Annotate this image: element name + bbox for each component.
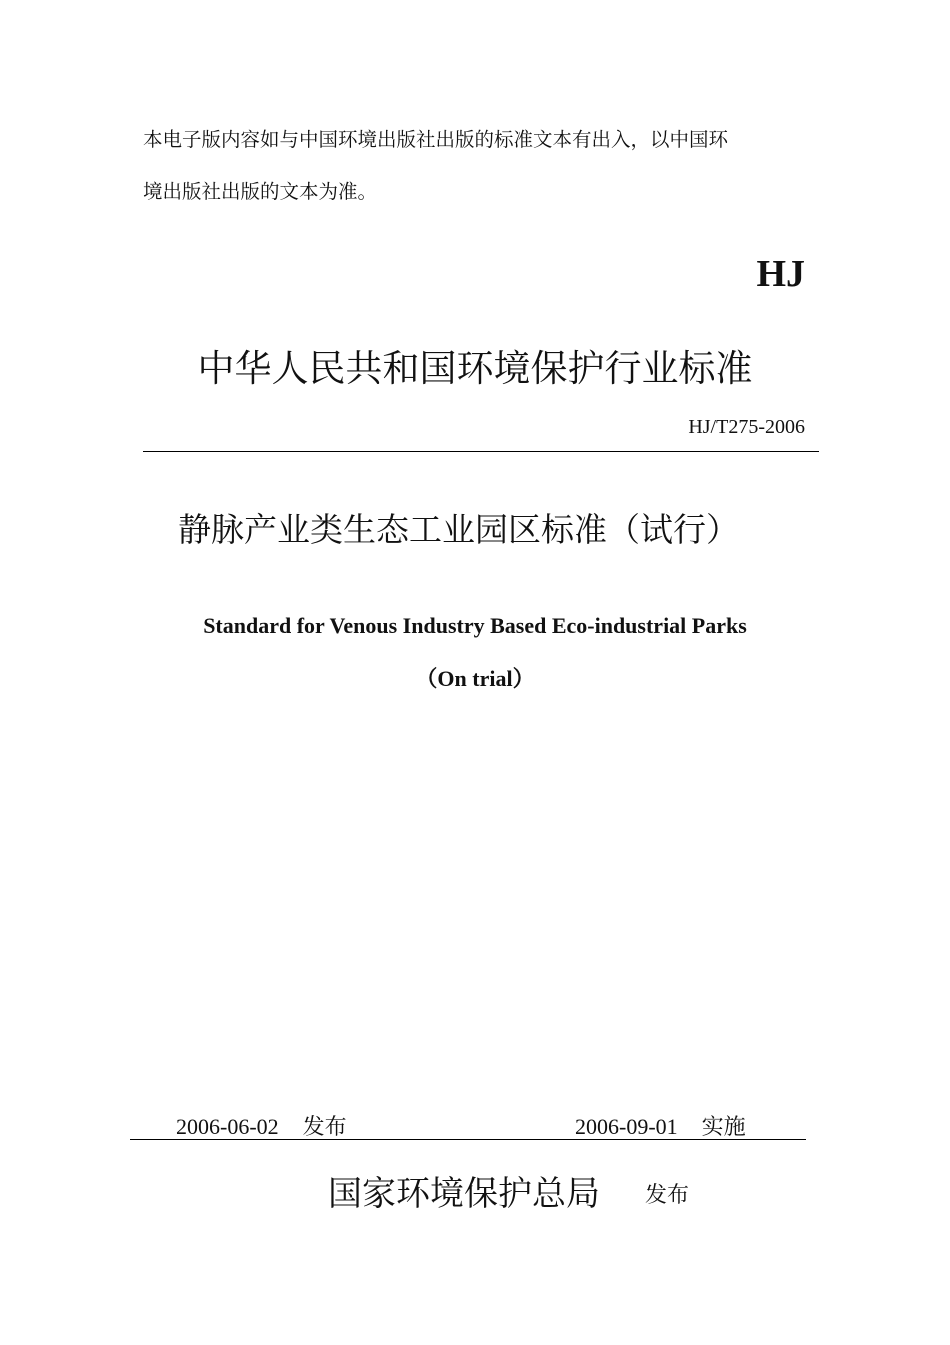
notice-line-1: 本电子版内容如与中国环境出版社出版的标准文本有出入，以中国环: [143, 128, 729, 151]
notice-line-2: 境出版社出版的文本为准。: [143, 180, 378, 203]
electronic-version-notice: [143, 127, 813, 231]
issue-date: 2006-06-02: [176, 1114, 279, 1139]
standard-category-title: 中华人民共和国环境保护行业标准: [197, 347, 753, 390]
header-divider: [143, 451, 819, 452]
issuing-label: 发布: [645, 1183, 690, 1208]
standard-code-mark: HJ: [756, 253, 805, 295]
document-title-english-subtitle: （On trial）: [415, 666, 535, 691]
issuing-authority: 国家环境保护总局: [328, 1174, 600, 1214]
document-title-chinese: 静脉产业类生态工业园区标准（试行）: [178, 510, 739, 549]
footer-divider: [130, 1139, 806, 1140]
implementation-label: 实施: [701, 1115, 746, 1140]
issue-date-line: [176, 1110, 347, 1141]
document-title-english: Standard for Venous Industry Based Eco-industrial Parks: [203, 613, 747, 638]
standard-number: HJ/T275-2006: [688, 416, 805, 438]
implementation-date-line: [575, 1110, 746, 1141]
implementation-date: 2006-09-01: [575, 1114, 678, 1139]
issue-label: 发布: [302, 1115, 347, 1140]
